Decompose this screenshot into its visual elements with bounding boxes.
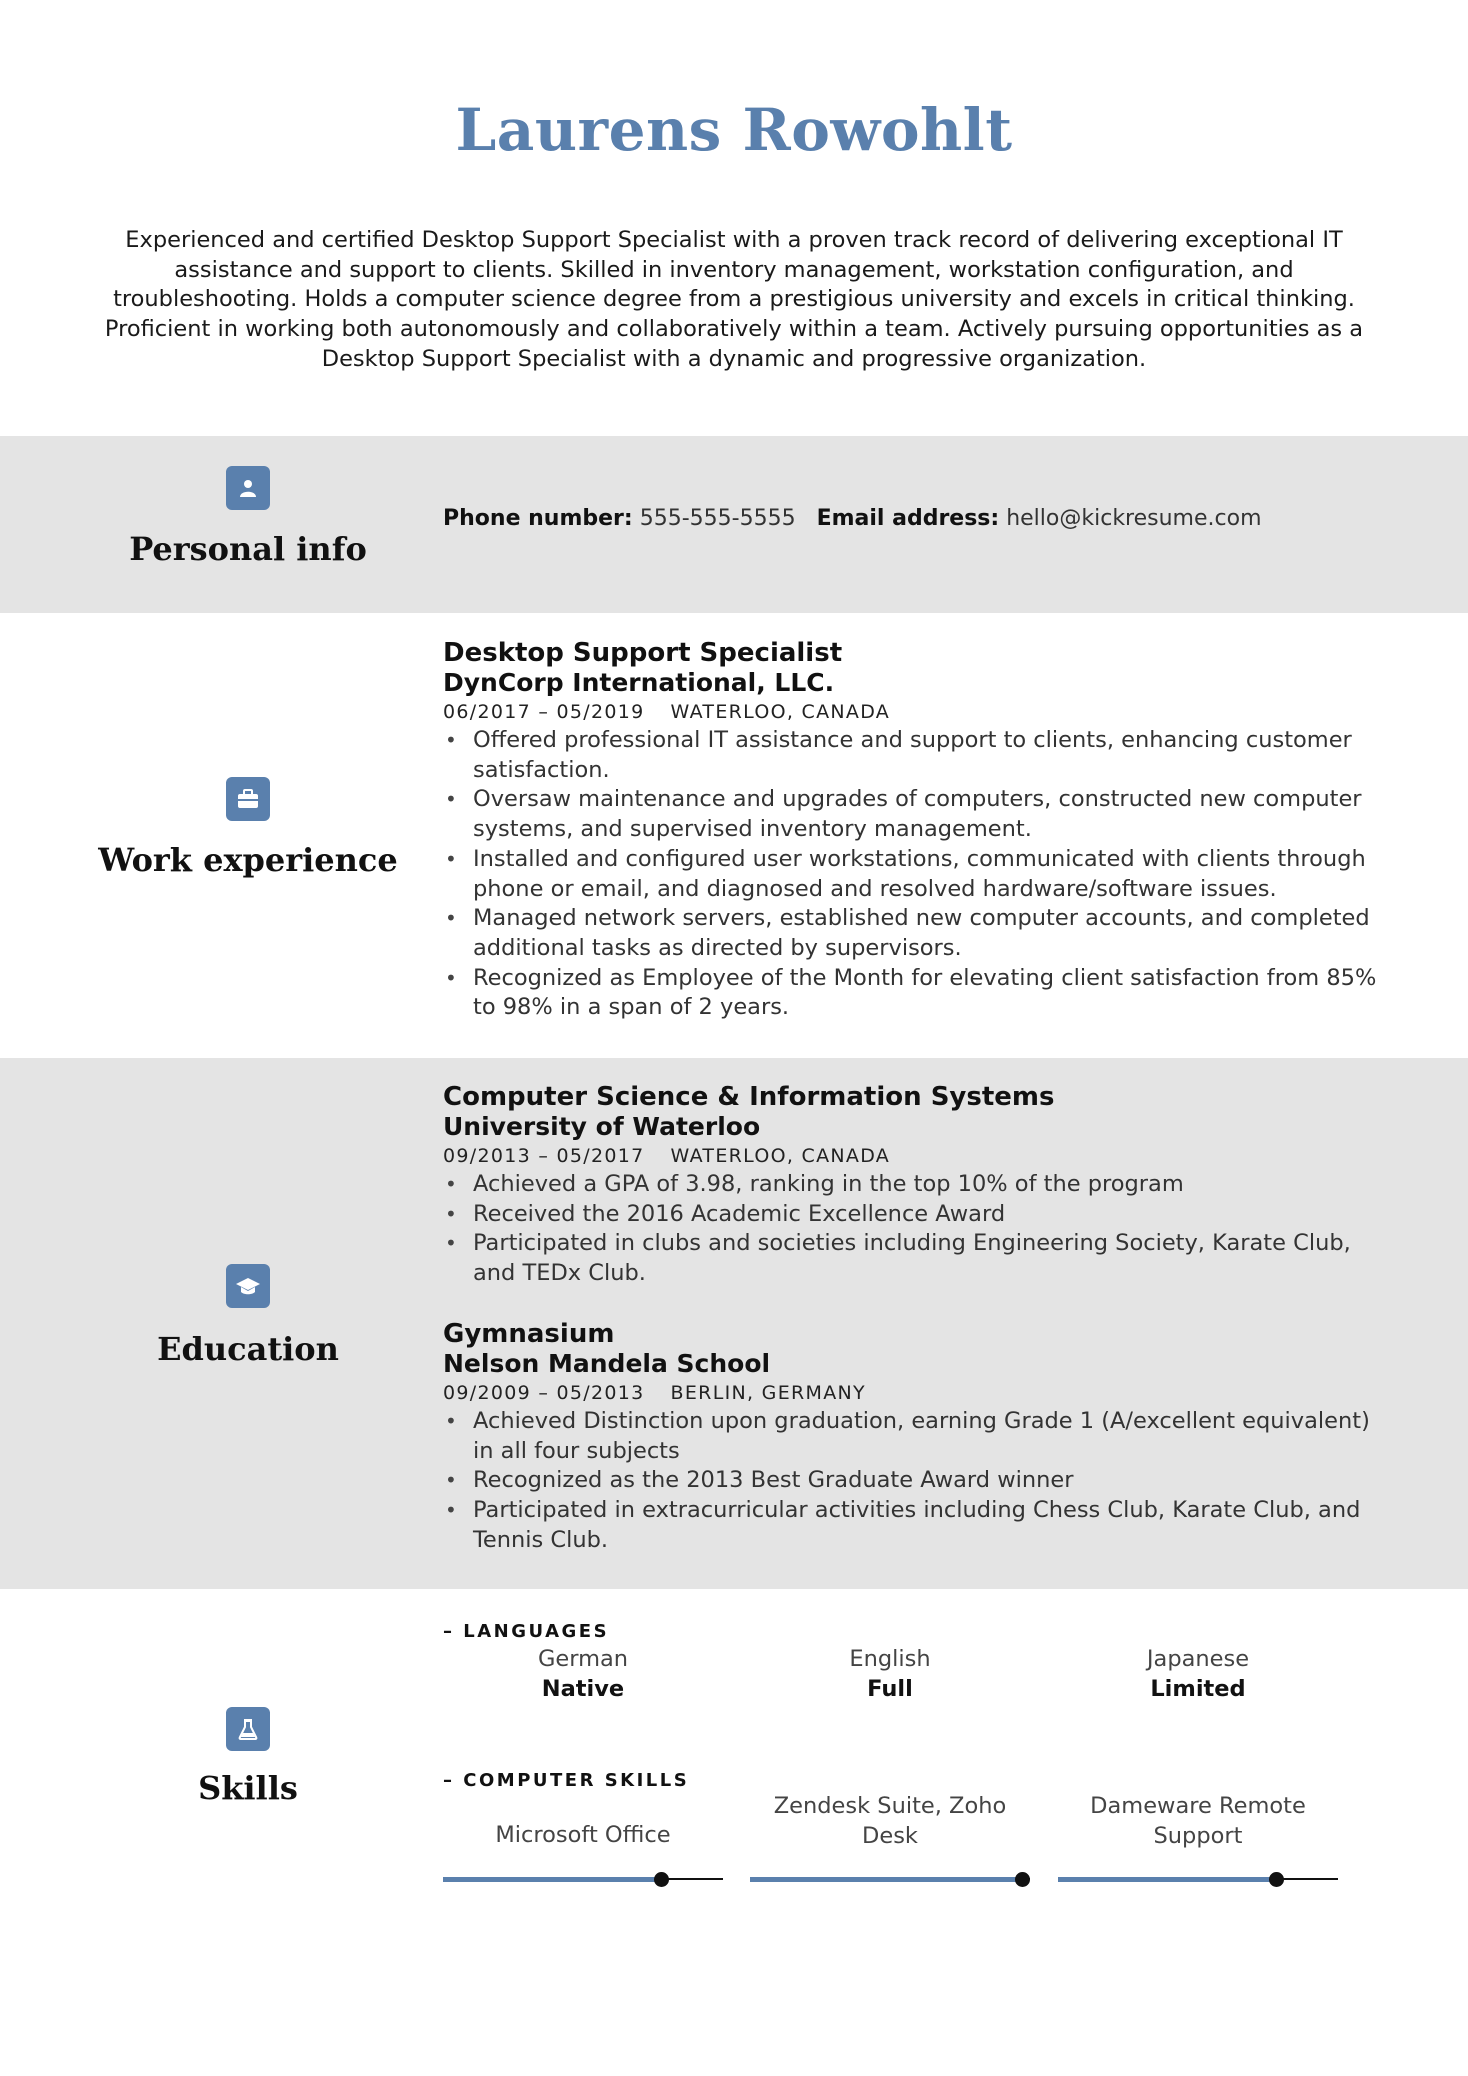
computer-skill-name: Dameware Remote Support — [1090, 1793, 1306, 1849]
language-level: Native — [541, 1676, 625, 1702]
email-label: Email address: — [816, 506, 1000, 531]
skill-level-bar — [750, 1869, 1030, 1889]
job-meta — [443, 698, 1383, 726]
education-meta — [443, 1142, 1383, 1170]
section-title-education: Education — [157, 1330, 339, 1368]
contact-line — [443, 506, 1383, 531]
job-dates: 06/2017 – 05/2019 — [443, 701, 645, 723]
list-item: • Achieved a GPA of 3.98, ranking in the top 10% of the program — [443, 1170, 1383, 1200]
language-item — [1058, 1644, 1338, 1704]
language-level: Full — [867, 1676, 913, 1702]
skill-bar-knob — [1269, 1872, 1284, 1887]
education-section — [0, 1058, 1468, 1589]
language-item — [443, 1644, 723, 1704]
phone-value: 555-555-5555 — [639, 506, 796, 531]
company-name: DynCorp International, LLC. — [443, 668, 835, 697]
languages-heading: – LANGUAGES — [443, 1621, 610, 1642]
job-entry — [443, 638, 1383, 1023]
personal-info-section — [0, 436, 1468, 613]
section-title-skills: Skills — [198, 1769, 298, 1807]
language-item — [750, 1644, 1030, 1704]
degree-title: Computer Science & Information Systems — [443, 1082, 1055, 1112]
list-item: • Offered professional IT assistance and support to clients, enhancing customer satisfaction. — [443, 726, 1383, 785]
list-item: • Received the 2016 Academic Excellence Award — [443, 1200, 1383, 1230]
education-entry — [443, 1082, 1383, 1289]
computer-skill-name: Microsoft Office — [495, 1822, 671, 1848]
list-item: • Achieved Distinction upon graduation, earning Grade 1 (A/excellent equivalent) in all four subjects — [443, 1407, 1383, 1466]
language-name: German — [537, 1646, 629, 1672]
graduation-cap-icon — [226, 1264, 270, 1308]
skill-bar-fill — [1058, 1877, 1276, 1882]
language-level: Limited — [1150, 1676, 1246, 1702]
job-location: WATERLOO, CANADA — [670, 701, 891, 723]
candidate-name: Laurens Rowohlt — [455, 96, 1013, 164]
job-bullets — [443, 726, 1383, 1023]
skills-section — [0, 1589, 1468, 2076]
job-title: Desktop Support Specialist — [443, 638, 843, 668]
education-dates: 09/2013 – 05/2017 — [443, 1145, 645, 1167]
section-title-personal-info: Personal info — [129, 530, 367, 568]
school-name: University of Waterloo — [443, 1112, 761, 1141]
list-item: • Recognized as the 2013 Best Graduate Award winner — [443, 1466, 1383, 1496]
education-bullets — [443, 1170, 1383, 1289]
computer-skills-heading: – COMPUTER SKILLS — [443, 1770, 690, 1791]
skill-level-bar — [1058, 1869, 1338, 1889]
flask-icon — [226, 1707, 270, 1751]
skill-bar-fill — [443, 1877, 661, 1882]
list-item: • Installed and configured user workstations, communicated with clients through phone or email, and diagnosed and resolved hardware/software issues. — [443, 845, 1383, 904]
skill-bar-fill — [750, 1877, 1022, 1882]
list-item: • Managed network servers, established new computer accounts, and completed additional tasks as directed by supervisors. — [443, 904, 1383, 963]
computer-skill-name: Zendesk Suite, Zoho Desk — [773, 1793, 1007, 1849]
user-icon — [226, 466, 270, 510]
degree-title: Gymnasium — [443, 1319, 615, 1349]
list-item: • Oversaw maintenance and upgrades of computers, constructed new computer systems, and supervised inventory management. — [443, 785, 1383, 844]
education-location: BERLIN, GERMANY — [670, 1382, 866, 1404]
section-title-work-experience: Work experience — [98, 841, 398, 879]
skill-bar-knob — [1015, 1872, 1030, 1887]
education-location: WATERLOO, CANADA — [670, 1145, 891, 1167]
education-meta — [443, 1379, 1383, 1407]
work-experience-section — [0, 613, 1468, 1058]
briefcase-icon — [226, 777, 270, 821]
phone-label: Phone number: — [443, 506, 633, 531]
skill-level-bar — [443, 1869, 723, 1889]
profile-summary: Experienced and certified Desktop Support Specialist with a proven track record of delivering exceptional IT assistance and support to clients. Skilled in inventory management, workstation configuration, and troubleshooting. Holds a computer science degree from a prestigious university and excels in critical thinking. Proficient in working both autonomously and collaboratively within a team. Actively pursuing opportunities as a Desktop Support Specialist with a dynamic and progressive organization. — [104, 227, 1364, 372]
list-item: • Recognized as Employee of the Month for elevating client satisfaction from 85% to 98% in a span of 2 years. — [443, 964, 1383, 1023]
school-name: Nelson Mandela School — [443, 1349, 771, 1378]
education-dates: 09/2009 – 05/2013 — [443, 1382, 645, 1404]
education-entry — [443, 1319, 1383, 1556]
language-name: English — [849, 1646, 931, 1672]
email-value: hello@kickresume.com — [1006, 506, 1262, 531]
list-item: • Participated in extracurricular activities including Chess Club, Karate Club, and Tennis Club. — [443, 1496, 1383, 1555]
language-name: Japanese — [1146, 1646, 1250, 1672]
skill-bar-knob — [654, 1872, 669, 1887]
list-item: • Participated in clubs and societies including Engineering Society, Karate Club, and TEDx Club. — [443, 1229, 1383, 1288]
education-bullets — [443, 1407, 1383, 1556]
